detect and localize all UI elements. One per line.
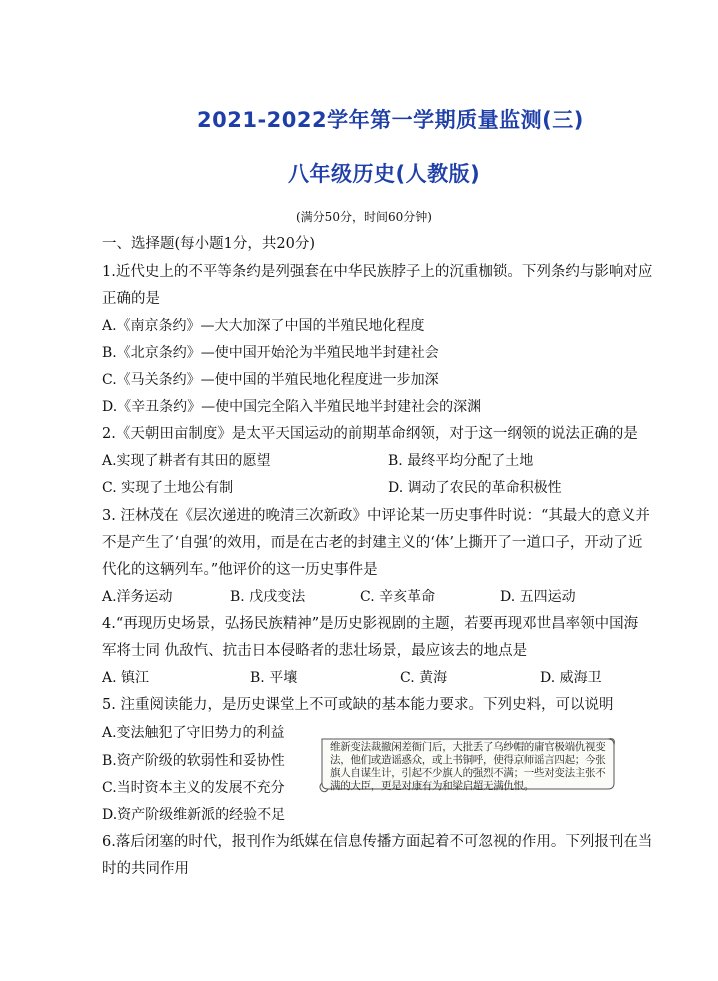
q1-option-a: A.《南京条约》—大大加深了中国的半殖民地化程度: [102, 318, 425, 334]
q4-stem-line1: 4.“再现历史场景，弘扬民族精神”是历史影视剧的主题，若要再现邓世昌率领中国海: [102, 616, 639, 632]
q5-option-c: C.当时资本主义的发展不充分: [102, 780, 285, 796]
q5-material-scroll: [316, 735, 618, 795]
q3-option-a: A.洋务运动: [102, 589, 173, 605]
q6-stem-line2: 时的共同作用: [102, 861, 189, 877]
q6-stem-line1: 6.落后闭塞的时代，报刊作为纸媒在信息传播方面起着不可忽视的作用。下列报刊在当: [102, 834, 653, 850]
q1-stem-line1: 1.近代史上的不平等条约是列强套在中华民族脖子上的沉重枷锁。下列条约与影响对应: [102, 264, 653, 280]
q1-option-c: C.《马关条约》—使中国的半殖民地化程度进一步加深: [102, 372, 439, 388]
q3-option-c: C. 辛亥革命: [360, 589, 436, 605]
exam-note: (满分50分，时间60分钟): [296, 210, 432, 224]
q2-option-b: B. 最终平均分配了土地: [388, 453, 534, 469]
q3-stem-line2: 不是产生了‘自强’的效用，而是在古老的封建主义的‘体’上撕开了一道口子，开动了近: [102, 535, 643, 551]
q3-option-d: D. 五四运动: [500, 589, 576, 605]
q1-stem-line2: 正确的是: [102, 291, 160, 307]
q3-stem-line3: 代化的这辆列车。”他评价的这一历史事件是: [102, 562, 378, 578]
q1-option-b: B.《北京条约》—使中国开始沦为半殖民地半封建社会: [102, 345, 439, 361]
q4-option-c: C. 黄海: [400, 670, 448, 686]
q1-option-d: D.《辛丑条约》—使中国完全陷入半殖民地半封建社会的深渊: [102, 399, 482, 415]
q2-option-c: C. 实现了土地公有制: [102, 480, 234, 496]
q4-option-d: D. 威海卫: [540, 670, 602, 686]
q2-option-d: D. 调动了农民的革命积极性: [388, 480, 562, 496]
q2-option-a: A.实现了耕者有其田的愿望: [102, 453, 271, 469]
q5-option-b: B.资产阶级的软弱性和妥协性: [102, 753, 285, 769]
q3-stem-line1: 3. 汪林茂在《层次递进的晚清三次新政》中评论某一历史事件时说：“其最大的意义并: [102, 508, 650, 524]
q2-stem: 2.《天朝田亩制度》是太平天国运动的前期革命纲领，对于这一纲领的说法正确的是: [102, 426, 638, 442]
page-subtitle: 八年级历史(人教版): [288, 162, 481, 186]
page-title: 2021-2022学年第一学期质量监测(三): [197, 108, 584, 132]
q3-option-b: B. 戊戌变法: [230, 589, 306, 605]
q5-option-d: D.资产阶级维新派的经验不足: [102, 807, 286, 823]
q4-stem-line2: 军将士同 仇敌忾、抗击日本侵略者的悲壮场景，最应该去的地点是: [102, 643, 528, 659]
q4-option-b: B. 平壤: [250, 670, 298, 686]
q4-option-a: A. 镇江: [102, 670, 150, 686]
q5-material-text: 维新变法裁撤闲差衙门后，大批丢了乌纱帽的庸官极端仇视变法，他们或造谣惑众，或上书铜呼，使得京师谣言四起；今张旗人自谋生计，引起不少旗人的强烈不满；一些对变法主张不满的大臣，更是对康有为和梁启超无满仇恨。: [330, 741, 606, 792]
q5-option-a: A.变法触犯了守旧势力的利益: [102, 725, 285, 741]
section-heading: 一、选择题(每小题1分，共20分): [102, 236, 315, 252]
q5-stem: 5. 注重阅读能力，是历史课堂上不可或缺的基本能力要求。下列史料，可以说明: [102, 697, 614, 713]
